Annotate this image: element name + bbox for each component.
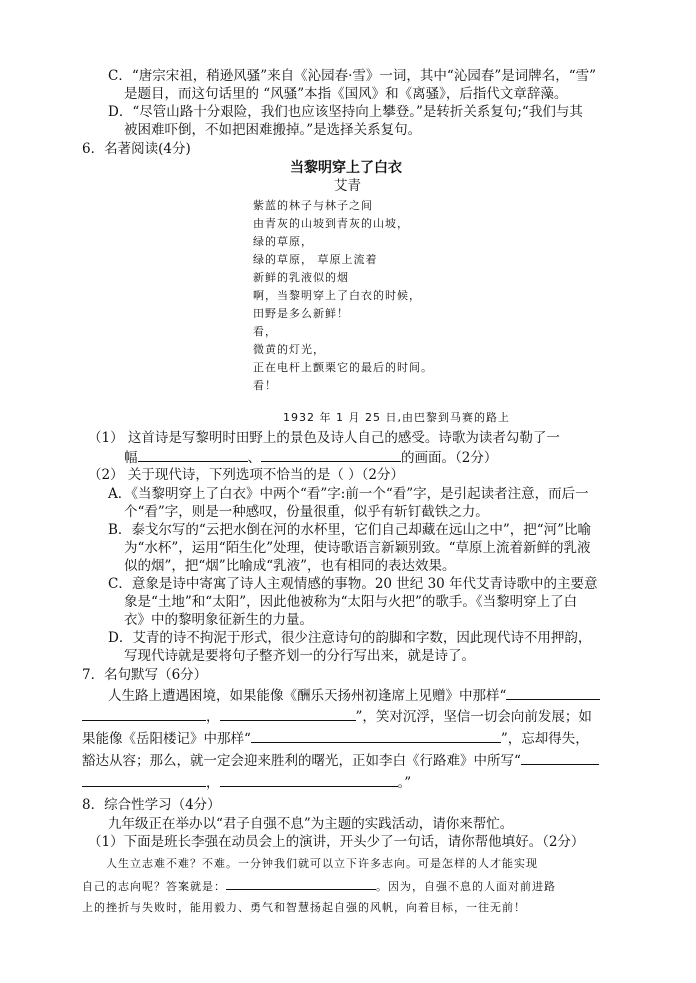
q6-sub2: （2） 关于现代诗，下列选项不恰当的是（ ）（2分） — [88, 467, 405, 483]
blank-separator: ， — [206, 775, 220, 791]
blank-separator: 、 — [247, 450, 261, 466]
q7-text: 人生路上遭遇困境，如果能像《酬乐天扬州初逢席上见赠》中那样“ — [108, 688, 507, 704]
q6-option-c-1: C．意象是诗中寄寓了诗人主观情感的事物。20 世纪 30 年代艾青诗歌中的主要意 — [108, 576, 598, 592]
answer-blank[interactable] — [82, 772, 206, 787]
answer-blank[interactable] — [361, 728, 501, 743]
poem-line: 看！ — [253, 379, 277, 392]
speech-text: 。因为，自强不息的人面对前进路 — [376, 880, 556, 893]
blank-separator: ， — [206, 709, 220, 725]
poem-author: 艾青 — [334, 178, 361, 194]
speech-text: 自己的志向呢？答案就是： — [82, 880, 226, 893]
answer-blank[interactable] — [521, 750, 599, 765]
poem-date: 1932 年 1 月 25 日,由巴黎到马赛的路上 — [283, 411, 510, 424]
q6-option-d-2: 写现代诗就是要将句子整齐划一的分行写出来，就是诗了。 — [124, 648, 475, 664]
answer-blank[interactable] — [220, 706, 356, 721]
poem-line: 微黄的灯光， — [253, 343, 325, 356]
q6-option-b-2: 为“水杯”，运用“陌生化”处理，使诗歌语言新颖别致。“草原上流着新鲜的乳液 — [124, 540, 591, 556]
poem-line: 绿的草原， 草原上流着 — [253, 253, 378, 266]
option-c-line-1: C．“唐宗宋祖，稍逊风骚”来自《沁园春·雪》一词，其中“沁园春”是词牌名，“雪” — [108, 68, 597, 84]
answer-blank[interactable] — [506, 685, 600, 700]
answer-blank[interactable] — [138, 447, 248, 462]
answer-blank[interactable] — [251, 728, 361, 743]
blank-prefix: 幅 — [124, 450, 138, 466]
q6-sub1: （1） 这首诗是写黎明时田野上的景色及诗人自己的感受。诗歌为读者勾勒了一 — [88, 430, 560, 446]
q8-intro: 九年级正在举办以“君子自强不息”为主题的实践活动，请你来帮忙。 — [108, 816, 514, 832]
answer-blank[interactable] — [220, 772, 398, 787]
poem-title: 当黎明穿上了白衣 — [290, 160, 402, 176]
answer-blank[interactable] — [261, 447, 401, 462]
q7-line-3 — [82, 728, 589, 748]
blank-suffix: 的画面。（2分） — [401, 450, 498, 466]
poem-line: 田野是多么新鲜！ — [253, 307, 349, 320]
poem-line: 由青灰的山坡到青灰的山坡， — [253, 217, 409, 230]
q6-option-b-1: B．泰戈尔写的“云把水倒在河的水杯里，它们自己却藏在远山之中”，把“河”比喻 — [108, 522, 592, 538]
q6-sub1-blanks — [124, 447, 497, 467]
q8-speech-1: 人生立志难不难？不难。一分钟我们就可以立下许多志向。可是怎样的人才能实现 — [106, 857, 538, 870]
q7-text: 。” — [397, 775, 412, 791]
q7-line-2 — [82, 706, 592, 726]
q7-line-4 — [82, 750, 599, 770]
option-c-line-2: 是题目，而这句话里的 “风骚”本指《国风》和《离骚》，后指代文章辞藻。 — [124, 86, 568, 102]
option-d-line-1: D．“尽管山路十分艰险，我们也应该坚持向上攀登。”是转折关系复句;“我们与其 — [108, 104, 583, 120]
poem-line: 看， — [253, 325, 277, 338]
q6-option-d-1: D．艾青的诗不拘泥于形式，很少注意诗句的韵脚和字数，因此现代诗不用押韵， — [108, 630, 592, 646]
q7-text: ”，忘却得失， — [500, 731, 589, 747]
q6-option-a-2: 个“看”字，则是一种感叹，份量很重，似乎有斩钉截铁之力。 — [124, 504, 489, 520]
q7-text: 豁达从容；那么，就一定会迎来胜利的曙光，正如李白《行路难》中所写“ — [82, 753, 521, 769]
poem-line: 绿的草原， — [253, 235, 313, 248]
q7-text: 果能像《岳阳楼记》中那样“ — [82, 731, 251, 747]
poem-line: 新鲜的乳液似的烟 — [253, 271, 349, 284]
q8-speech-3: 上的挫折与失败时，能用毅力、勇气和智慧扬起自强的风帆，向着目标，一往无前！ — [82, 901, 526, 914]
q6-option-a-1: A．《当黎明穿上了白衣》中两个“看”字:前一个“看”字，是引起读者注意，而后一 — [108, 486, 589, 502]
q7-line-5 — [82, 772, 411, 792]
poem-line: 啊，当黎明穿上了白衣的时候， — [253, 289, 421, 302]
poem-line: 紫蓝的林子与林子之间 — [253, 199, 373, 212]
q6-option-c-2: 象是“土地”和“太阳”，因此他被称为“太阳与火把”的歌手。《当黎明穿上了白 — [124, 594, 578, 610]
q6-heading: 6．名著阅读(4分) — [82, 141, 191, 157]
poem-line: 正在电杆上颤栗它的最后的时间。 — [253, 361, 433, 374]
answer-blank[interactable] — [226, 877, 376, 890]
answer-blank[interactable] — [82, 706, 206, 721]
q8-heading: 8．综合性学习（4分） — [82, 797, 221, 813]
q7-line-1 — [108, 685, 600, 705]
q8-speech-2 — [82, 877, 556, 896]
option-d-line-2: 被困难吓倒，不如把困难搬掉。”是选择关系复句。 — [124, 122, 422, 138]
q7-heading: 7．名句默写（6分） — [82, 667, 208, 683]
q6-option-b-3: 似的烟”，把“烟”比喻成“乳液”，也有相同的表达效果。 — [124, 558, 456, 574]
q6-option-c-3: 衣》中的黎明象征新生的力量。 — [124, 612, 313, 628]
q8-sub1: （1）下面是班长李强在动员会上的演讲，开头少了一句话，请你帮他填好。（2分） — [88, 834, 585, 850]
q7-text: ”，笑对沉浮，坚信一切会向前发展；如 — [355, 709, 592, 725]
